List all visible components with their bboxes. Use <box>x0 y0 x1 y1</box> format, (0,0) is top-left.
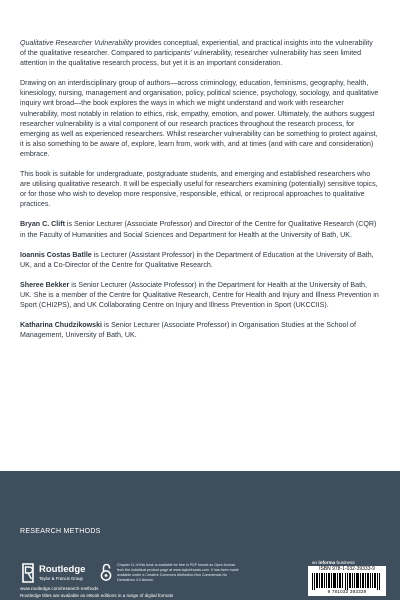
book-title-italic: Qualitative Researcher Vulnerability <box>20 39 133 47</box>
open-access-icon <box>100 562 112 582</box>
informa-prefix: an <box>312 560 319 565</box>
description-text-1: provides conceptual, experiential, and practical insights into the vulnerability of the qualitative researcher. Compared to participants’ vulnerability, researcher vulnerability has seen limited attention in the qualitative research process, but yet it is an important consideration. <box>20 39 373 68</box>
isbn-label: ISBN 978-1-032-39333-9 <box>319 566 375 572</box>
publisher-group: Taylor & Francis Group <box>39 576 83 581</box>
author-bio-text: is Senior Lecturer (Associate Professor) and Director of the Centre for Qualitative Research (CQR) in the Faculty of Humanities and Social Sciences and Department for Health at the University of Bath, UK. <box>20 220 377 239</box>
author-name: Sheree Bekker <box>20 280 70 289</box>
informa-tagline <box>312 560 355 565</box>
subject-category: RESEARCH METHODS <box>20 528 101 535</box>
author-bio <box>20 320 380 340</box>
informa-name: informa <box>318 560 336 565</box>
routledge-mark-icon <box>20 562 36 584</box>
author-name: Ioannis Costas Batlle <box>20 250 92 259</box>
publisher-name: Routledge <box>39 564 86 575</box>
description-paragraph-1 <box>20 38 380 68</box>
author-name: Bryan C. Clift <box>20 220 65 229</box>
author-bio <box>20 250 380 270</box>
author-name: Katharina Chudzikowski <box>20 321 102 330</box>
description-paragraph-2: Drawing on an interdisciplinary group of authors—across criminology, education, feminisms, geography, health, kinesiology, nursing, management and organisation, policy, political science, psychology, sociology, and qualitative inquiry writ broad—the book explores the ways in which we might understand and work with researcher vulnerability, most notably in relation to ethics, risk, empathy, emotion, and power. Ultimately, the authors suggest researcher vulnerability is a vital component of our research practices throughout the research process, for emerging as well as experienced researchers. Whilst researcher vulnerability can be something to protect against, it is also something to be aware of, explore, learn from, work with, and at times (and with care and consideration) embrace. <box>20 79 379 158</box>
ebook-footer-note: Routledge titles are available as eBook editions in a range of digital formats <box>20 593 174 598</box>
description-paragraph-3: This book is suitable for undergraduate, postgraduate students, and emerging and established researchers who are utilising qualitative research. It will be especially useful for researchers examining (potentially) sensitive topics, or for those who wish to develop more responsive, responsible, ethical, or reciprocal approaches to qualitative practices. <box>20 170 378 209</box>
routledge-logo <box>20 562 90 584</box>
publisher-url: www.routledge.com/research-methods <box>20 586 99 591</box>
barcode-box <box>308 566 386 596</box>
open-access-statement: Chapter 11 of this book is available for free in PDF format as Open Access from the individual product page at www.taylorfrancis.com. It has been made available under a Creative Commons Attribution-Non Commercial-No Derivatives 4.0 license. <box>117 563 239 582</box>
barcode-number: 9 781032 393339 <box>327 589 367 594</box>
informa-suffix: business <box>335 560 355 565</box>
author-bio <box>20 280 380 310</box>
author-bio-text: is Senior Lecturer (Associate Professor) in the Department for Health at the University of Bath, UK. She is a member of the Centre for Qualitative Research, Centre for Health and Injury and Illness Prevention in Sport (CHI2PS), and UK Collaborating Centre on Injury and Illness Prevention in Sport (UKCCIIS). <box>20 280 379 309</box>
author-bio-text: is Lecturer (Assistant Professor) in the Department of Education at the University of Bath, UK, and a Co-Director of the Centre for Qualitative Research. <box>20 250 374 269</box>
author-bio-text: is Senior Lecturer (Associate Professor) in Organisation Studies at the School of Management, University of Bath, UK. <box>20 321 356 340</box>
author-bio <box>20 219 380 239</box>
barcode-icon <box>312 573 382 590</box>
